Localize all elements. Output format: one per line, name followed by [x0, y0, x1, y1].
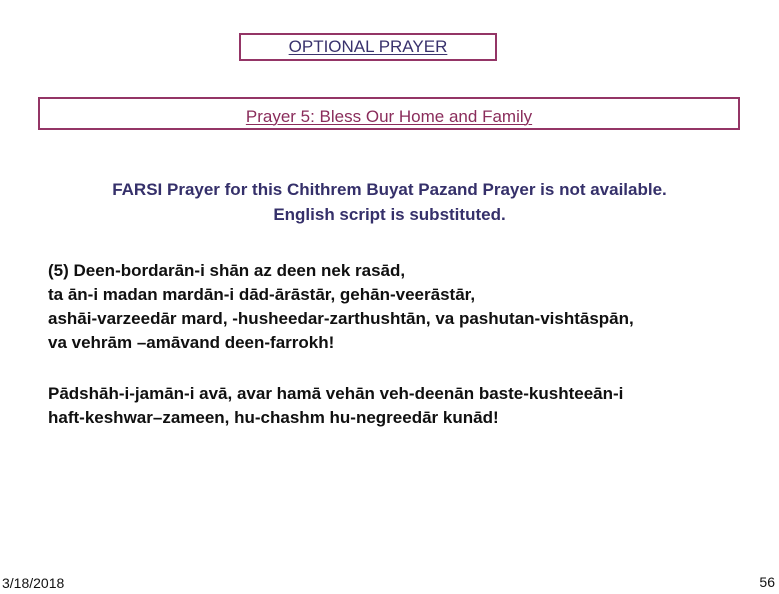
verse-line: ta ān-i madan mardān-i dād-ārāstār, gehān-veerāstār,	[48, 285, 476, 304]
prayer-title-box	[38, 97, 740, 130]
optional-prayer-box	[239, 33, 497, 61]
footer-date: 3/18/2018	[2, 575, 65, 591]
verse-line: va vehrām –amāvand deen-farrokh!	[48, 333, 335, 352]
availability-notice	[0, 177, 779, 227]
optional-prayer-label: OPTIONAL PRAYER	[288, 37, 448, 56]
verse-paragraph-1	[48, 259, 634, 355]
verse-line: Pādshāh-i-jamān-i avā, avar hamā vehān veh-deenān baste-kushteeān-i	[48, 384, 624, 403]
verse-line: ashāi-varzeedār mard, -husheedar-zarthushtān, va pashutan-vishtāspān,	[48, 309, 634, 328]
notice-line-1: FARSI Prayer for this Chithrem Buyat Pazand Prayer is not available.	[112, 180, 667, 199]
verse-paragraph-2	[48, 382, 623, 430]
page-number: 56	[759, 574, 775, 590]
verse-line: haft-keshwar–zameen, hu-chashm hu-negreedār kunād!	[48, 408, 499, 427]
prayer-title: Prayer 5: Bless Our Home and Family	[245, 106, 533, 126]
verse-line: (5) Deen-bordarān-i shān az deen nek rasād,	[48, 261, 406, 280]
notice-line-2: English script is substituted.	[273, 205, 506, 224]
